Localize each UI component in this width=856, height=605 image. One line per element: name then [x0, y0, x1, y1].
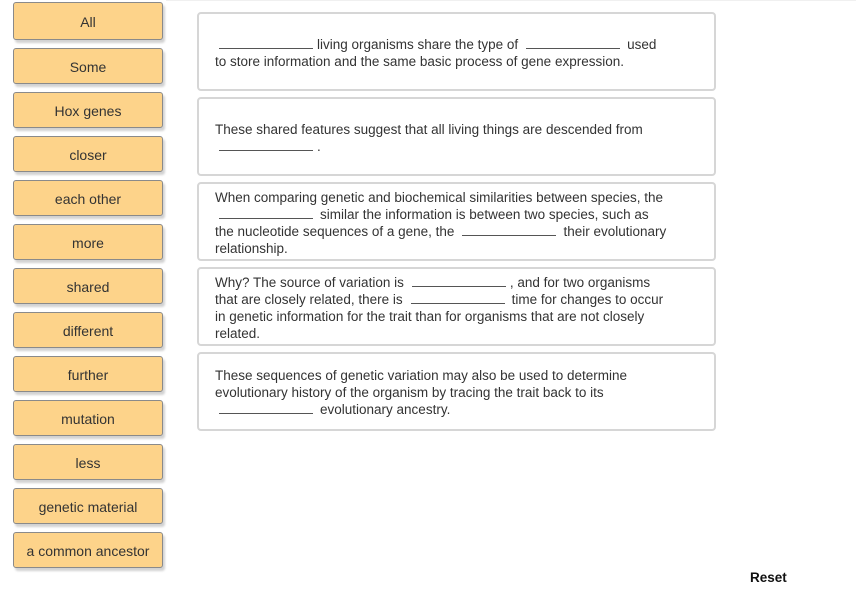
word-chip-further[interactable]: further [13, 356, 163, 392]
word-chip-each-other[interactable]: each other [13, 180, 163, 216]
word-chip-genetic-material[interactable]: genetic material [13, 488, 163, 524]
word-chip-closer[interactable]: closer [13, 136, 163, 172]
sentence-box-4 [197, 267, 716, 346]
word-chip-hox-genes[interactable]: Hox genes [13, 92, 163, 128]
word-chip-more[interactable]: more [13, 224, 163, 260]
sentence-5-text: These sequences of genetic variation may also be used to determine evolutionary history of the organism by tracing the trait back to its evolutionary ancestry. [215, 368, 627, 417]
sentence-3-text: When comparing genetic and biochemical similarities between species, the similar the information is between two species, such as the nucleotide sequences of a gene, the their evolutionary relationship. [215, 190, 667, 256]
drop-blank[interactable] [412, 276, 506, 287]
word-chip-mutation[interactable]: mutation [13, 400, 163, 436]
word-chip-less[interactable]: less [13, 444, 163, 480]
sentence-box-3 [197, 182, 716, 261]
sentence-4-text: Why? The source of variation is , and for two organisms that are closely related, there is time for changes to occur in genetic information for the trait than for organisms that are not closely related. [215, 275, 664, 341]
sentence-1-text: living organisms share the type of used to store information and the same basic process of gene expression. [215, 37, 657, 69]
drop-blank[interactable] [462, 225, 556, 236]
drop-blank[interactable] [411, 293, 505, 304]
drop-blank[interactable] [219, 403, 313, 414]
drop-blank[interactable] [526, 38, 620, 49]
word-chip-all[interactable]: All [13, 2, 163, 40]
sentence-box-2 [197, 97, 716, 176]
sentence-2-text: These shared features suggest that all living things are descended from . [215, 122, 643, 154]
word-chip-a-common-ancestor[interactable]: a common ancestor [13, 532, 163, 568]
drop-blank[interactable] [219, 38, 313, 49]
drop-blank[interactable] [219, 208, 313, 219]
sentence-box-5 [197, 352, 716, 431]
word-chip-some[interactable]: Some [13, 48, 163, 84]
drop-blank[interactable] [219, 140, 313, 151]
sentence-box-1 [197, 12, 716, 91]
reset-button[interactable]: Reset [750, 570, 787, 585]
word-chip-shared[interactable]: shared [13, 268, 163, 304]
word-chip-different[interactable]: different [13, 312, 163, 348]
